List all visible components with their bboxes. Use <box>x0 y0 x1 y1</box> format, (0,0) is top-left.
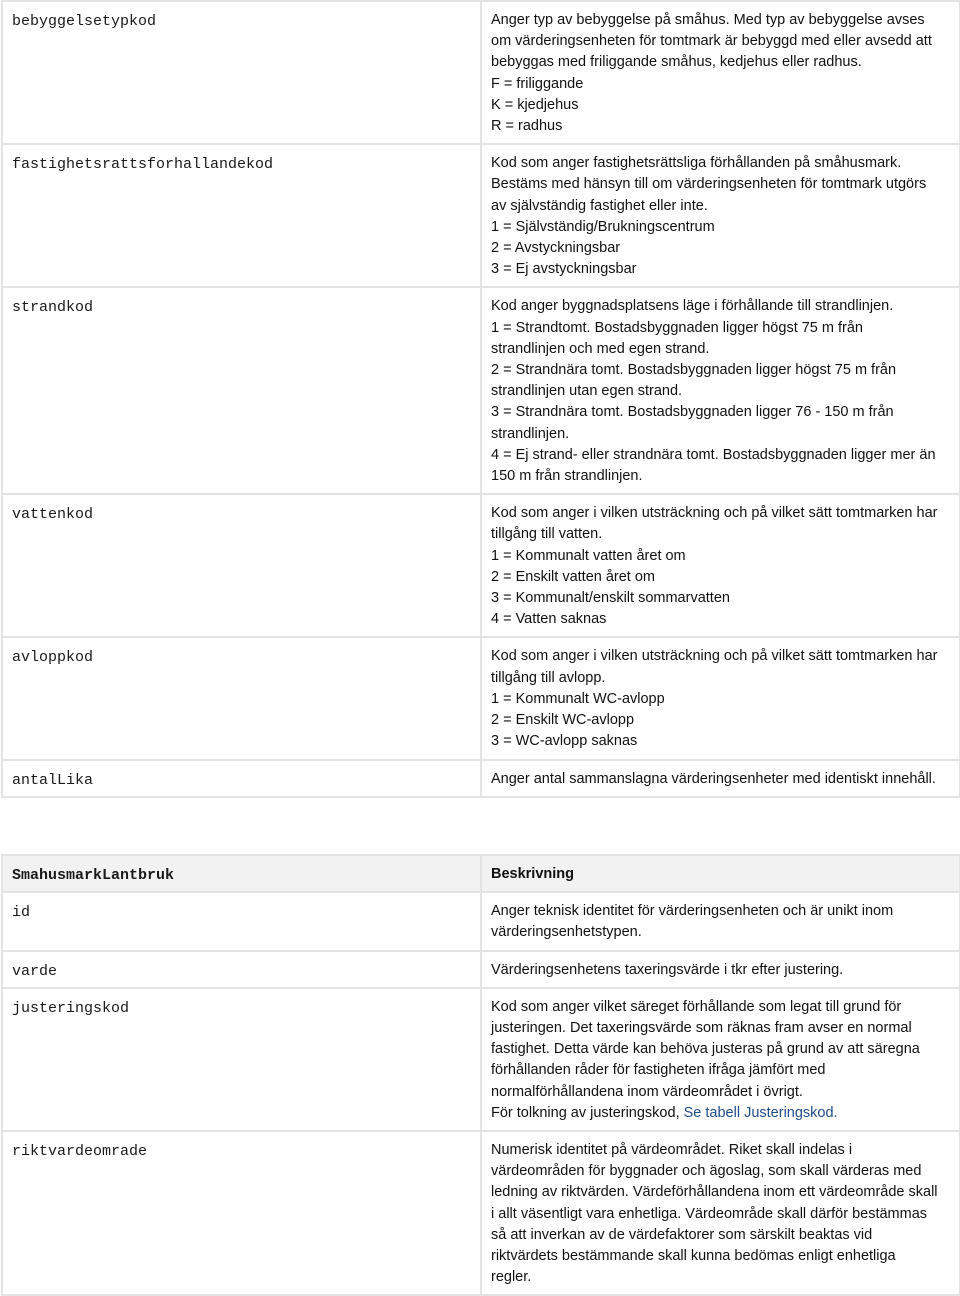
table-row <box>2 951 960 988</box>
attribute-name: antalLika <box>2 760 481 797</box>
table-row <box>2 144 960 287</box>
attribute-description: Kod som anger i vilken utsträckning och på vilket sätt tomtmarken har tillgång till avlopp. 1 = Kommunalt WC-avlopp 2 = Enskilt WC-avlopp 3 = WC-avlopp saknas <box>481 637 960 759</box>
attribute-description: Anger teknisk identitet för värderingsenheten och är unikt inom värderingsenhetstypen. <box>481 892 960 950</box>
attribute-description: Anger antal sammanslagna värderingsenheter med identiskt innehåll. <box>481 760 960 797</box>
table-row <box>2 892 960 950</box>
table-row <box>2 637 960 759</box>
attribute-description: Värderingsenhetens taxeringsvärde i tkr efter justering. <box>481 951 960 988</box>
column-header-entity: SmahusmarkLantbruk <box>2 855 481 892</box>
attribute-description: Numerisk identitet på värdeområdet. Riket skall indelas i värdeområden för byggnader och ägoslag, som skall värderas med ledning av riktvärden. Värdeförhållandena inom ett värdeområde skall i allt väsentligt vara enhetliga. Värdeområde skall därför bestämmas så att inverkan av de värdefaktorer som särskilt beaktas vid riktvärdets bestämmande skall kunna bedömas enligt enhetliga regler. <box>481 1131 960 1295</box>
attribute-name: id <box>2 892 481 950</box>
attribute-name: avloppkod <box>2 637 481 759</box>
attribute-name: vattenkod <box>2 494 481 637</box>
attribute-name: bebyggelsetypkod <box>2 1 481 144</box>
attribute-description: Kod som anger fastighetsrättsliga förhållanden på småhusmark. Bestäms med hänsyn till om värderingsenheten för tomtmark utgörs av självständig fastighet eller inte. 1 = Självständig/Brukningscentrum 2 = Avstyckningsbar 3 = Ej avstyckningsbar <box>481 144 960 287</box>
table-row <box>2 287 960 494</box>
table-row <box>2 988 960 1131</box>
attribute-table-1 <box>1 0 960 798</box>
attribute-name: varde <box>2 951 481 988</box>
attribute-description: Anger typ av bebyggelse på småhus. Med typ av bebyggelse avses om värderingsenheten för tomtmark är bebyggd med eller avsedd att bebyggas med friliggande småhus, kedjehus eller radhus. F = friliggande K = kjedjehus R = radhus <box>481 1 960 144</box>
table-row <box>2 760 960 797</box>
link-prefix-text: För tolkning av justeringskod, <box>491 1104 684 1121</box>
attribute-description: Kod som anger vilket säreget förhållande som legat till grund för justeringen. Det taxeringsvärde som räknas fram avser en normal fastighet. Detta värde kan behöva justeras på grund av att säregna förhållanden råder för fastigheten ifråga jämfört med normalförhållandena inom värdeområdet i övrigt. För tolkning av justeringskod, Se tabell Justeringskod. <box>481 988 960 1131</box>
table-header-row <box>2 855 960 892</box>
attribute-name: strandkod <box>2 287 481 494</box>
table-row <box>2 494 960 637</box>
attribute-name: justeringskod <box>2 988 481 1131</box>
table-row <box>2 1 960 144</box>
attribute-table-2 <box>1 854 960 1296</box>
attribute-description: Kod som anger i vilken utsträckning och på vilket sätt tomtmarken har tillgång till vatten. 1 = Kommunalt vatten året om 2 = Enskilt vatten året om 3 = Kommunalt/enskilt sommarvatten 4 = Vatten saknas <box>481 494 960 637</box>
justeringskod-table-link[interactable]: Se tabell Justeringskod. <box>683 1104 838 1121</box>
attribute-name: fastighetsrattsforhallandekod <box>2 144 481 287</box>
table-row <box>2 1131 960 1295</box>
attribute-description: Kod anger byggnadsplatsens läge i förhållande till strandlinjen. 1 = Strandtomt. Bostadsbyggnaden ligger högst 75 m från strandlinjen och med egen strand. 2 = Strandnära tomt. Bostadsbyggnaden ligger högst 75 m från strandlinjen utan egen strand. 3 = Strandnära tomt. Bostadsbyggnaden ligger 76 - 150 m från strandlinjen. 4 = Ej strand- eller strandnära tomt. Bostadsbyggnaden ligger mer än 150 m från strandlinjen. <box>481 287 960 494</box>
column-header-description: Beskrivning <box>481 855 960 892</box>
attribute-name: riktvardeomrade <box>2 1131 481 1295</box>
